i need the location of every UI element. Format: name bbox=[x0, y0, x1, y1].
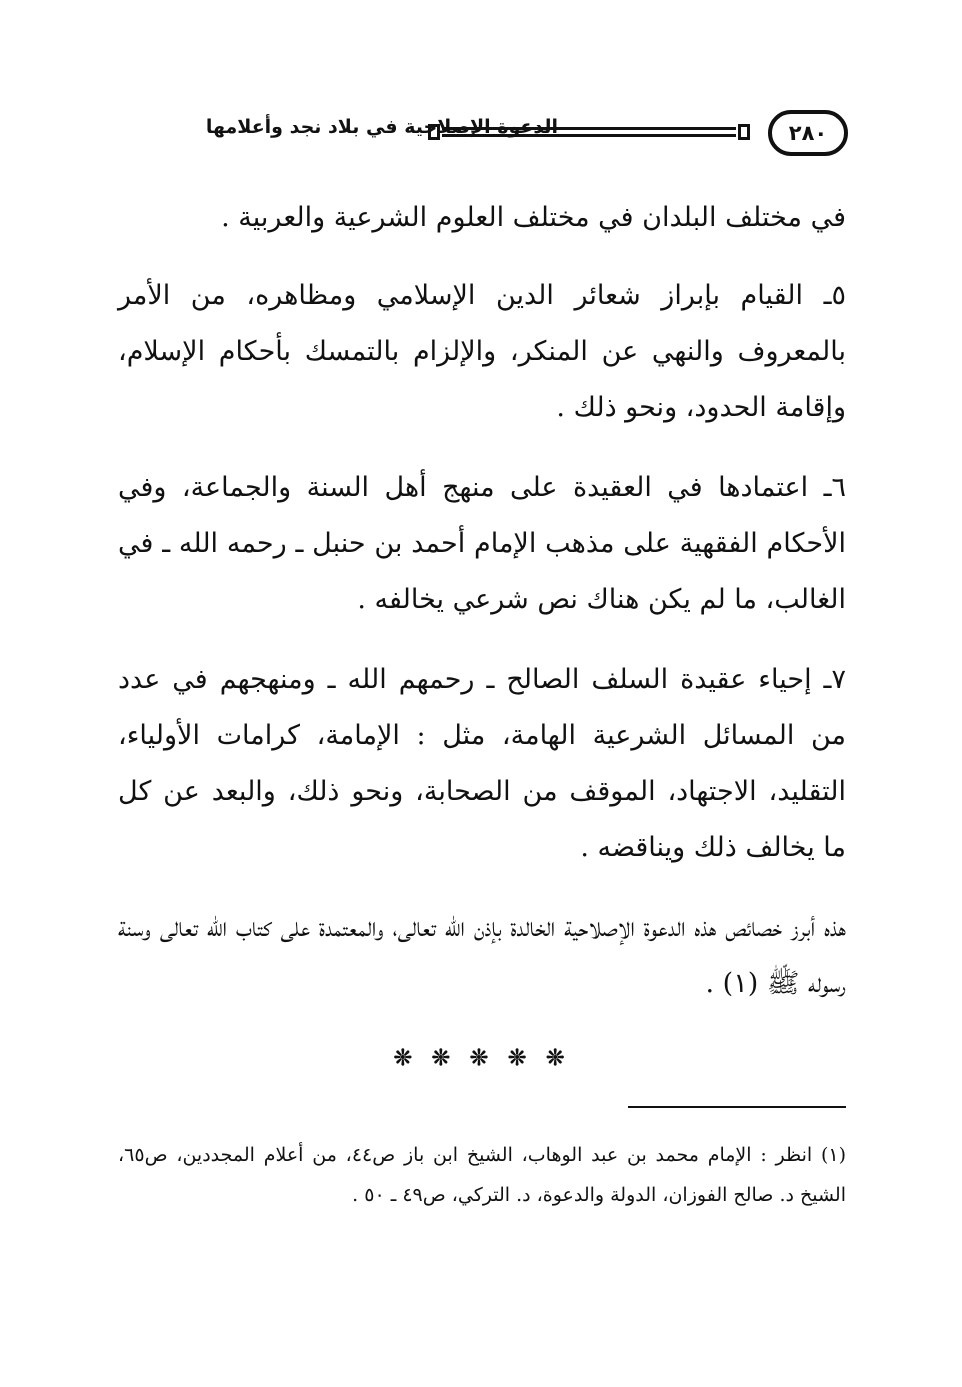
paragraph: ٧ـ إحياء عقيدة السلف الصالح ـ رحمهم الله ـ ومنهجهم في عدد من المسائل الشرعية الهامة، مثل : الإمامة، كرامات الأولياء، التقليد، الاجتهاد، الموقف من الصحابة، ونحو ذلك، والبعد عن كل ما يخالف ذلك ويناقضه . bbox=[118, 664, 846, 863]
main-text bbox=[118, 190, 846, 1086]
header-rule-end-right bbox=[738, 124, 750, 140]
paragraph: هذه أبرز خصائص هذه الدعوة الإصلاحية الخالدة بإذن الله تعالى، والمعتمدة على كتاب الله تعالى وسنة رسوله ﷺ (١) . bbox=[118, 912, 846, 999]
footnote: (١) انظر : الإمام محمد بن عبد الوهاب، الشيخ ابن باز ص٤٤، من أعلام المجددين، ص٦٥، الشيخ د. صالح الفوزان، الدولة والدعوة، د. التركي، ص٤٩ ـ ٥٠ . bbox=[118, 1144, 846, 1206]
running-title: الدعوة الإصلاحية في بلاد نجد وأعلامها bbox=[205, 116, 558, 138]
running-header bbox=[118, 110, 848, 162]
page-number: ٢٨٠ bbox=[768, 110, 848, 156]
paragraph: في مختلف البلدان في مختلف العلوم الشرعية والعربية . bbox=[221, 202, 846, 233]
paragraph: ٦ـ اعتمادها في العقيدة على منهج أهل السنة والجماعة، وفي الأحكام الفقهية على مذهب الإمام أحمد بن حنبل ـ رحمه الله ـ في الغالب، ما لم يكن هناك نص شرعي يخالفه . bbox=[118, 472, 846, 615]
footnote-divider bbox=[628, 1106, 846, 1108]
section-separator: ❊ ❊ ❊ ❊ ❊ bbox=[393, 1045, 571, 1071]
paragraph: ٥ـ القيام بإبراز شعائر الدين الإسلامي ومظاهره، من الأمر بالمعروف والنهي عن المنكر، والإلزام بالتمسك بأحكام الإسلام، وإقامة الحدود، ونحو ذلك . bbox=[118, 280, 846, 423]
